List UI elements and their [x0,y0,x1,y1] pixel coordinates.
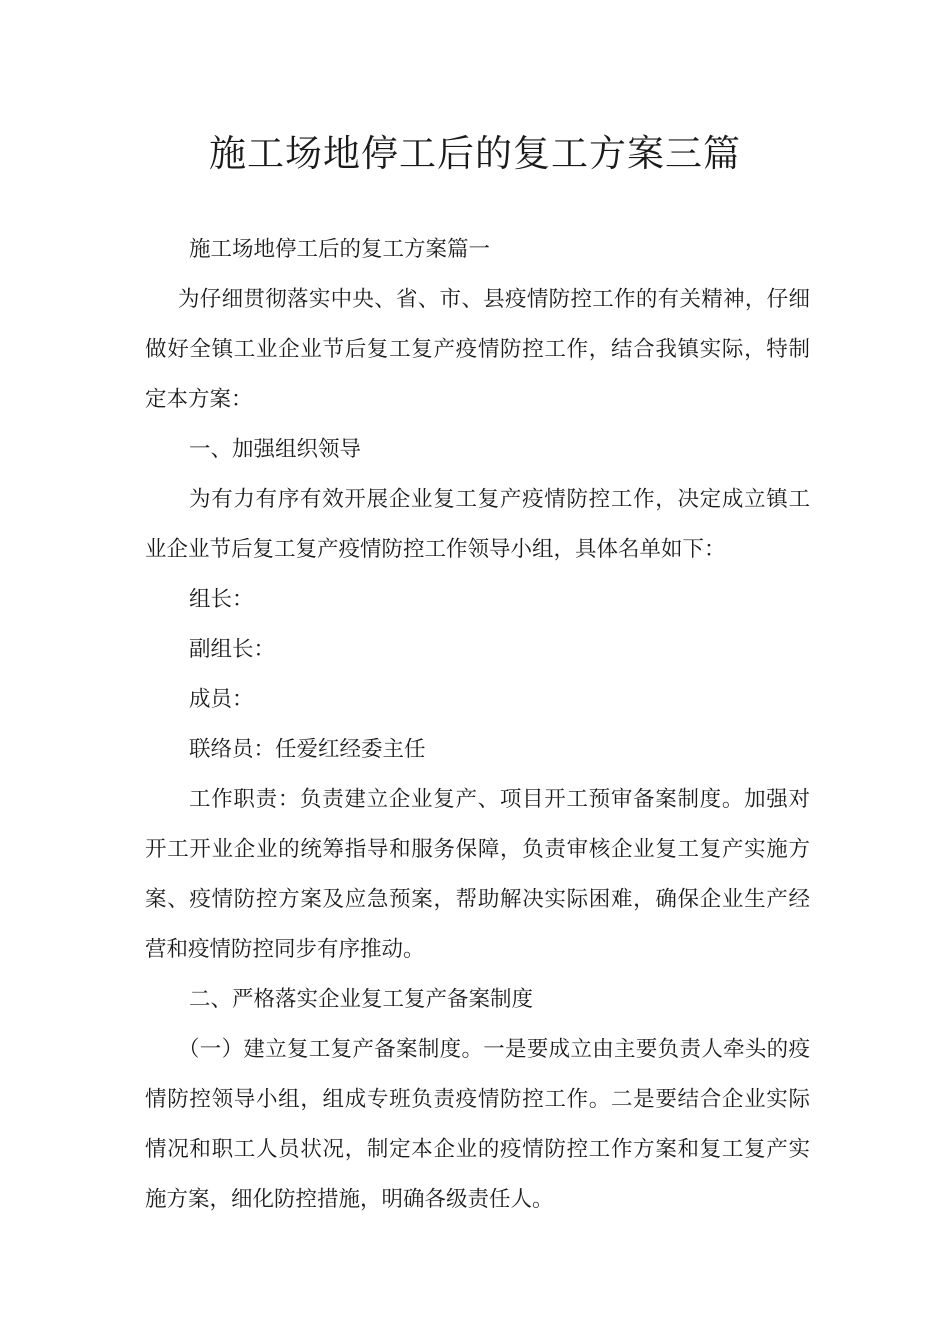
leadership-group-paragraph: 为有力有序有效开展企业复工复产疫情防控工作，决定成立镇工业企业节后复工复产疫情防控工作领导小组，具体名单如下： [145,487,810,562]
duties-paragraph: 工作职责：负责建立企业复产、项目开工预审备案制度。加强对开工开业企业的统筹指导和服务保障，负责审核企业复工复产实施方案、疫情防控方案及应急预案，帮助解决实际困难，确保企业生产经营和疫情防控同步有序推动。 [145,787,810,962]
document-title: 施工场地停工后的复工方案三篇 [209,132,741,175]
liaison-line: 联络员：任爱红经委主任 [189,737,426,762]
document-body [145,225,810,1225]
heading-organization-leadership: 一、加强组织领导 [189,437,362,462]
group-leader-line: 组长： [189,587,254,612]
section-heading-part-one: 施工场地停工后的复工方案篇一 [189,237,491,262]
intro-paragraph: 为仔细贯彻落实中央、省、市、县疫情防控工作的有关精神，仔细做好全镇工业企业节后复工复产疫情防控工作，结合我镇实际，特制定本方案： [145,287,810,412]
filing-system-paragraph: （一）建立复工复产备案制度。一是要成立由主要负责人牵头的疫情防控领导小组，组成专班负责疫情防控工作。二是要结合企业实际情况和职工人员状况，制定本企业的疫情防控工作方案和复工复产实施方案，细化防控措施，明确各级责任人。 [145,1037,810,1212]
heading-filing-system: 二、严格落实企业复工复产备案制度 [189,987,534,1012]
members-line: 成员： [189,687,254,712]
deputy-leader-line: 副组长： [189,637,276,662]
